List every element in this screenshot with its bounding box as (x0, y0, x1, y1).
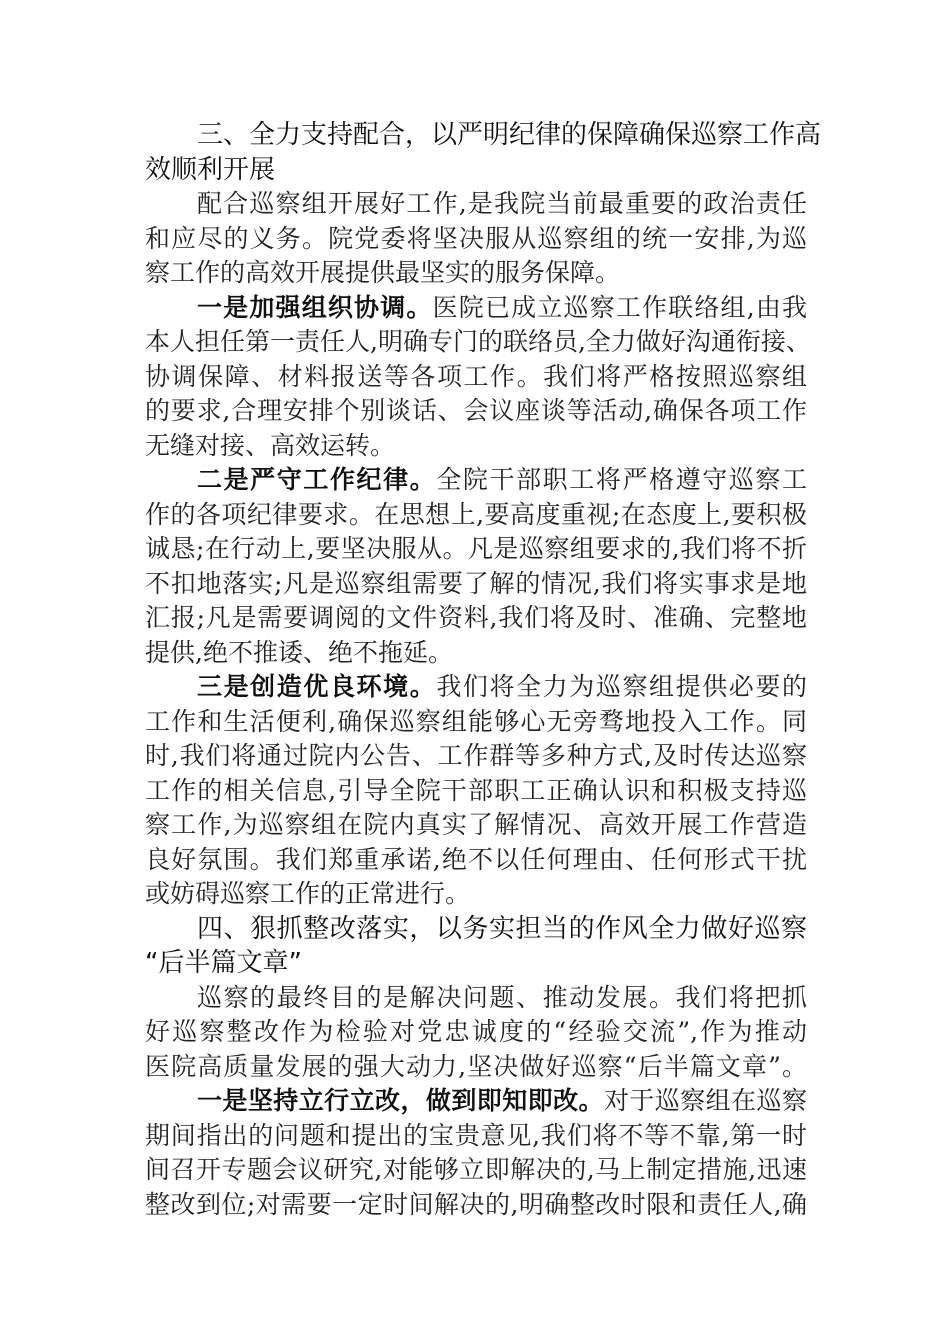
paragraph-line: 好巡察整改作为检验对党忠诚度的“经验交流”,作为推动 (145, 1017, 807, 1046)
point-lead: 二是严守工作纪律。 (197, 465, 437, 494)
paragraph-line: 工作和生活便利,确保巡察组能够心无旁骛地投入工作。同 (145, 706, 807, 736)
point-discipline (145, 463, 807, 670)
paragraph-line: 良好氛围。我们郑重承诺,绝不以任何理由、任何形式干扰 (145, 844, 807, 874)
point-lead: 一是坚持立行立改，做到即知即改。 (197, 1086, 604, 1115)
paragraph-line: 医院高质量发展的强大动力,坚决做好巡察“后半篇文章”。 (145, 1051, 807, 1081)
paragraph-line: 提供,绝不推诿、绝不拖延。 (145, 637, 453, 667)
paragraph-line: 察工作,为巡察组在院内真实了解情况、高效开展工作营造 (145, 810, 807, 839)
paragraph-line: 配合巡察组开展好工作,是我院当前最重要的政治责任 (197, 189, 807, 218)
point-lead: 一是加强组织协调。 (197, 292, 433, 322)
point-lead: 三是创造优良环境。 (197, 672, 437, 701)
document-page (145, 118, 822, 1222)
paragraph-line (145, 670, 807, 705)
paragraph-line: 作的各项纪律要求。在思想上,要高度重视;在态度上,要积极 (145, 499, 807, 529)
paragraph-line: 汇报;凡是需要调阅的文件资料,我们将及时、准确、完整地 (145, 603, 807, 632)
point-coordination (145, 291, 811, 464)
heading-line: 四、狠抓整改落实，以务实担当的作风全力做好巡察 (197, 913, 807, 944)
section-4-intro (145, 981, 807, 1085)
heading-line: 三、全力支持配合，以严明纪律的保障确保巡察工作高 (197, 120, 822, 150)
paragraph-line: 察工作的高效开展提供最坚实的服务保障。 (145, 258, 621, 287)
point-immediate-rectification (145, 1084, 807, 1222)
paragraph-line: 期间指出的问题和提出的宝贵意见,我们将不等不靠,第一时 (145, 1120, 807, 1150)
paragraph-line: 无缝对接、高效运转。 (145, 430, 396, 460)
paragraph-line: 间召开专题会议研究,对能够立即解决的,马上制定措施,迅速 (145, 1155, 807, 1184)
point-environment (145, 670, 807, 912)
paragraph-line: 不扣地落实;凡是巡察组需要了解的情况,我们将实事求是地 (145, 568, 807, 598)
section-3-intro (145, 187, 807, 291)
paragraph-line: 诚恳;在行动上,要坚决服从。凡是巡察组要求的,我们将不折 (145, 534, 807, 563)
paragraph-line: 的要求,合理安排个别谈话、会议座谈等活动,确保各项工作 (145, 396, 807, 425)
paragraph-line: 和应尽的义务。院党委将坚决服从巡察组的统一安排,为巡 (145, 223, 807, 253)
point-text: 对于巡察组在巡察 (603, 1086, 807, 1115)
paragraph-line: 整改到位;对需要一定时间解决的,明确整改时限和责任人,确 (145, 1189, 807, 1219)
section-3-heading (145, 118, 822, 187)
paragraph-line: 本人担任第一责任人,明确专门的联络员,全力做好沟通衔接、 (145, 327, 811, 356)
paragraph-line: 工作的相关信息,引导全院干部职工正确认识和积极支持巡 (145, 775, 807, 805)
paragraph-line: 巡察的最终目的是解决问题、推动发展。我们将把抓 (197, 982, 807, 1012)
paragraph-line: 或妨碍巡察工作的正常进行。 (145, 879, 471, 908)
paragraph-line: 协调保障、材料报送等各项工作。我们将严格按照巡察组 (145, 361, 807, 391)
section-3 (145, 118, 822, 912)
heading-line: “后半篇文章” (145, 948, 302, 978)
point-text: 我们将全力为巡察组提供必要的 (436, 672, 807, 701)
paragraph-line (145, 291, 807, 326)
point-text: 医院已成立巡察工作联络组,由我 (432, 292, 807, 322)
heading-line: 效顺利开展 (145, 154, 276, 185)
section-4-heading (145, 912, 807, 981)
section-4 (145, 912, 807, 1223)
paragraph-line: 时,我们将通过院内公告、工作群等多种方式,及时传达巡察 (145, 741, 807, 770)
paragraph-line (145, 1084, 807, 1119)
paragraph-line (145, 463, 807, 498)
point-text: 全院干部职工将严格遵守巡察工 (436, 465, 807, 494)
